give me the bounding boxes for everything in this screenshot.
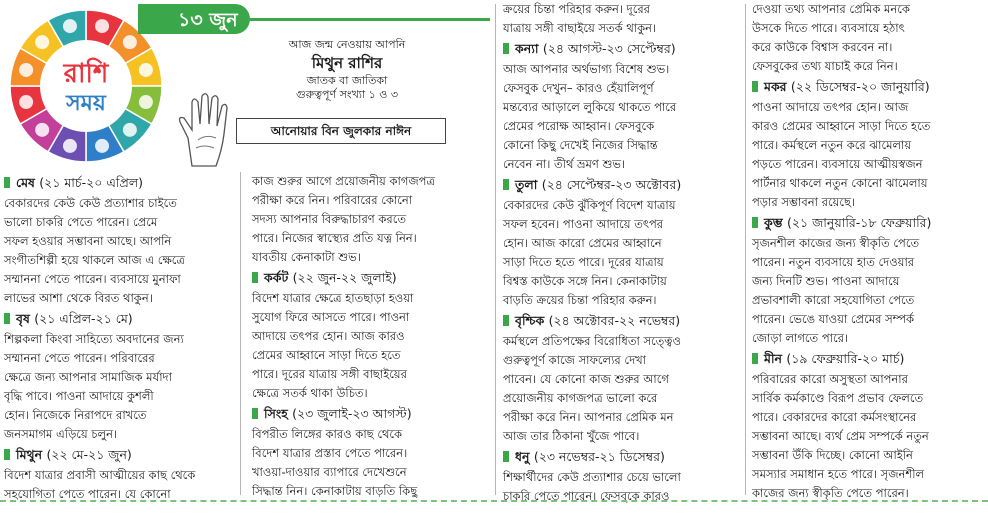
body-line: পড়তে পারেন। ব্যবসায়ে আত্মীয়স্বজন <box>752 157 923 171</box>
body-line: পারে। দূরের যাত্রায় সঙ্গী বাছাইয়ের <box>252 367 407 381</box>
author-name: আনোয়ার বিন জুলকার নাঈন <box>236 118 446 144</box>
body-line: প্রেমের আহ্বানে সাড়া দিতে হতে <box>252 348 401 362</box>
sign-date-range: (২১ মার্চ-২০ এপ্রিল) <box>39 175 144 190</box>
zodiac-symbol-icon <box>35 35 49 49</box>
body-line: সফল হবেন। পাওনা আদায়ে তৎপর <box>503 217 664 231</box>
bullet-square-icon <box>503 43 509 54</box>
sign-heading <box>503 310 743 332</box>
sign-heading <box>752 348 984 370</box>
body-line: পরীক্ষা করে নিন। আপনার প্রেমিক মন <box>503 410 674 424</box>
zodiac-symbol-icon <box>139 63 153 77</box>
body-line: সম্ভাবনা আছে। ব্যর্থ প্রেম সম্পর্কে নতুন <box>752 429 929 443</box>
sign-date-range: (২২ জুন-২২ জুলাই) <box>292 270 397 285</box>
intro-line: আজ জন্ম নেওয়ায় আপনি <box>288 38 406 51</box>
intro-sign: মিথুন রাশির <box>311 54 383 72</box>
sign-name: বৃষ <box>16 311 30 326</box>
column-divider <box>745 4 746 495</box>
sign-heading <box>752 76 984 98</box>
body-line: পাওনা আদায়ে তৎপর হোন। আজ <box>752 100 909 114</box>
sign-heading <box>752 212 984 234</box>
body-line: কারও প্রেমের আহ্বানে সাড়া দিতে হতে <box>752 119 931 133</box>
sign-name: মীন <box>764 351 782 366</box>
body-line: শিল্পকলা কিংবা সাহিত্যে অবদানের জন্য <box>4 332 184 346</box>
bullet-square-icon <box>252 408 258 419</box>
horoscope-column-4 <box>752 0 984 503</box>
sign-date-range: (২৪ আগস্ট-২৩ সেপ্টেম্বর) <box>542 41 676 56</box>
body-line: কোনো কিছু দেখেই নিজের সিদ্ধান্ত <box>503 138 658 152</box>
body-line: হোন। আজ কারো প্রেমের আহ্বানে <box>503 236 662 250</box>
sign-name: কর্কট <box>264 270 289 285</box>
body-line: নেবেন না। তীর্থ ভ্রমণ শুভ। <box>503 157 626 171</box>
bullet-square-icon <box>752 353 758 364</box>
zodiac-symbol-icon <box>139 95 153 109</box>
sign-date-range: (২৪ অক্টোবর-২২ নভেম্বর) <box>548 313 681 328</box>
body-line: পারেন। ভেঙে যাওয়া প্রেমের সম্পর্ক <box>752 312 915 326</box>
body-line: সংগীতশিল্পী হয়ে থাকলে আজ এ ক্ষেত্রে <box>4 253 185 267</box>
body-line: বেকারদের কেউ কেউ প্রত্যাশার চাইতে <box>4 196 177 210</box>
zodiac-symbol-icon <box>123 123 137 137</box>
sign-name: কুম্ভ <box>764 215 783 230</box>
body-line: ভালো চাকরি পেতে পারেন। প্রেমে <box>4 215 158 229</box>
bullet-square-icon <box>752 81 758 92</box>
sign-heading <box>4 172 236 194</box>
bullet-square-icon <box>503 451 509 462</box>
body-line: সদস্য আপনার বিরুদ্ধাচারণ করতে <box>252 212 407 226</box>
sign-heading <box>4 308 236 330</box>
body-line: প্রেমের পরোক্ষ আহ্বান। ফেসবুকে <box>503 119 655 133</box>
bullet-square-icon <box>252 272 258 283</box>
body-line: আদায়ে তৎপর হোন। আজ কারও <box>252 329 405 343</box>
body-line: যাবতীয় কেনাকাটা শুভ। <box>252 250 361 264</box>
body-line: প্রভাবশালী কারো সহযোগিতা পেতে <box>752 293 915 307</box>
body-line: কাজ শুরুর আগে প্রয়োজনীয় কাগজপত্র <box>252 174 435 188</box>
zodiac-symbol-icon <box>19 95 33 109</box>
body-line: মন্তব্যের আড়ালে লুকিয়ে থাকতে পারে <box>503 100 677 114</box>
body-line: পার্টনার থাকলে নতুন কোনো ঝামেলায় <box>752 176 928 190</box>
sign-date-range: (২১ জানুয়ারি-১৮ ফেব্রুয়ারি) <box>787 215 932 230</box>
body-line: বিদেশ যাত্রার প্রস্তাব পেতে পারেন। <box>252 446 408 460</box>
body-line: পারেন। নতুন ব্যবসায়ে হাত দেওয়ার <box>752 255 915 269</box>
body-line: পরীক্ষা করে নিন। পরিবারের কোনো <box>252 193 413 207</box>
body-line: বিপরীত লিঙ্গের কারও কাছ থেকে <box>252 427 403 441</box>
sign-heading <box>252 403 492 425</box>
column-divider <box>495 4 496 495</box>
body-line: সম্ভাবনা উঁকি দিচ্ছে। কোনো আইনি <box>752 448 913 462</box>
body-line: খাওয়া-দাওয়ার ব্যাপারে দেখেশুনে <box>252 465 407 479</box>
zodiac-symbol-icon <box>95 19 109 33</box>
body-line: সুযোগ ফিরে আসতে পারে। পাওনা <box>252 310 410 324</box>
palm-hand-icon <box>172 88 240 168</box>
body-line: বৃদ্ধি পাবে। পাওনা আদায়ে কুশলী <box>4 389 154 403</box>
date-label: ১৩ জুন <box>178 9 238 31</box>
body-line: জনসমাগম এড়িয়ে চলুন। <box>4 427 118 441</box>
body-line: ক্রয়ের চিন্তা পরিহার করুন। দূরের <box>503 2 650 16</box>
body-line: সম্মাননা পেতে পারেন। পরিবারের <box>4 351 155 365</box>
sign-heading <box>503 174 743 196</box>
body-line: ক্ষেত্রে জন্য আপনার সামাজিক মর্যাদা <box>4 370 172 384</box>
body-line: দেওয়া তথ্য আপনার প্রেমিক মনকে <box>752 2 910 16</box>
header-rule <box>250 18 490 21</box>
zodiac-symbol-icon <box>63 19 77 33</box>
body-line: আজ তার ঠিকানা খুঁজে পাবে। <box>503 429 640 443</box>
logo-text-top: রাশি <box>63 59 109 89</box>
sign-name: বৃশ্চিক <box>515 313 545 328</box>
bullet-square-icon <box>4 449 10 460</box>
body-line: প্রয়োজনীয় কাগজপত্র ভালো করে <box>503 391 658 405</box>
zodiac-symbol-icon <box>123 35 137 49</box>
body-line: হোন। নিজেকে নিরাপদে রাখতে <box>4 408 147 422</box>
body-line: লাভের আশা থেকে বিরত থাকুন। <box>4 291 153 305</box>
bullet-square-icon <box>4 313 10 324</box>
intro-line: গুরুত্বপূর্ণ সংখ্যা ১ ও ৩ <box>295 88 399 101</box>
sign-heading <box>252 267 492 289</box>
body-line: সফল হওয়ার সম্ভাবনা আছে। আপনি <box>4 234 172 248</box>
sign-heading <box>503 446 743 468</box>
body-line: বেকারদের কেউ ঝুঁকিপূর্ণ বিদেশ যাত্রায় <box>503 198 676 212</box>
body-line: পাবেন। যে কোনো কাজ শুরুর আগে <box>503 372 669 386</box>
body-line: জন্য দিনটি শুভ। পাওনা আদায়ে <box>752 274 900 288</box>
footer-divider <box>0 500 988 502</box>
sign-date-range: (২১ এপ্রিল-২১ মে) <box>34 311 133 326</box>
bullet-square-icon <box>503 315 509 326</box>
body-line: সমস্যার সমাধান হতে পারে। সৃজনশীল <box>752 467 925 481</box>
body-line: সিদ্ধান্ত নিন। কেনাকাটায় বাড়তি কিছু <box>252 484 418 498</box>
body-line: সহযোগিতা পেতে পারেন। যে কোনো <box>4 487 171 501</box>
body-line: জোড়া লাগতে পারে। <box>752 331 849 345</box>
body-line: সম্মাননা পেতে পারেন। ব্যবসায়ে মুনাফা <box>4 272 181 286</box>
body-line: শিক্ষার্থীদের কেউ প্রত্যাশার চেয়ে ভালো <box>503 470 681 484</box>
horoscope-column-3 <box>503 0 743 506</box>
sign-name: তুলা <box>515 177 538 192</box>
zodiac-symbol-icon <box>35 123 49 137</box>
sign-date-range: (১৯ ফেব্রুয়ারি-২০ মার্চ) <box>786 351 905 366</box>
body-line: পারে। বেকারদের কারো কর্মসংস্থানের <box>752 410 917 424</box>
bullet-square-icon <box>4 177 10 188</box>
sign-date-range: (২৪ সেপ্টেম্বর-২৩ অক্টোবর) <box>541 177 682 192</box>
body-line: সার্বিক কর্মকাণ্ডে বিরূপ প্রভাব ফেলতে <box>752 391 924 405</box>
sign-date-range: (২২ মে-২১ জুন) <box>46 447 132 462</box>
body-line: বিদেশ যাত্রার ক্ষেত্রে হাতছাড়া হওয়া <box>252 291 414 305</box>
body-line: সৃজনশীল কাজের জন্য স্বীকৃতি পেতে <box>752 236 920 250</box>
body-line: ফেসবুকের তথ্য যাচাই করে নিন। <box>752 59 898 73</box>
body-line: পরিবারের কারো অসুস্থতা আপনার <box>752 372 908 386</box>
body-line: পারে। কর্মস্থলে নতুন করে ঝামেলায় <box>752 138 912 152</box>
body-line: আজ আপনার অর্থভাগ্য বিশেষ শুভ। <box>503 62 670 76</box>
horoscope-column-2 <box>252 172 492 501</box>
body-line: বাড়তি ক্রয়ের চিন্তা পরিহার করুন। <box>503 293 657 307</box>
body-line: কাজের জন্য স্বীকৃতি পেতে পারেন। <box>752 486 909 500</box>
bullet-square-icon <box>503 179 509 190</box>
sign-name: কন্যা <box>515 41 539 56</box>
column-divider <box>240 172 241 495</box>
sign-name: মিথুন <box>16 447 43 462</box>
sign-name: মকর <box>764 79 787 94</box>
body-line: গুরুত্বপূর্ণ কাজে সাফল্যের দেখা <box>503 353 647 367</box>
intro-box <box>252 38 442 102</box>
body-line: ক্ষেত্রে সতর্ক থাকা উচিত। <box>252 386 368 400</box>
sign-date-range: (২৩ জুলাই-২৩ আগস্ট) <box>292 406 412 421</box>
logo-text-bottom: সময় <box>66 91 106 116</box>
sign-name: সিংহ <box>264 406 288 421</box>
zodiac-symbol-icon <box>63 139 77 153</box>
sign-date-range: (২২ ডিসেম্বর-২০ জানুয়ারি) <box>790 79 930 94</box>
horoscope-column-1 <box>4 172 236 504</box>
body-line: কর্মস্থলে প্রতিপক্ষের বিরোধিতা সত্ত্বেও <box>503 334 681 348</box>
sign-heading <box>4 444 236 466</box>
body-line: সাড়া দিতে হতে পারে। দূরের যাত্রায় <box>503 255 664 269</box>
zodiac-symbol-icon <box>95 139 109 153</box>
intro-line: জাতক বা জাতিকা <box>306 74 388 87</box>
bullet-square-icon <box>752 217 758 228</box>
sign-name: মেষ <box>16 175 35 190</box>
sign-date-range: (২৩ নভেম্বর-২১ ডিসেম্বর) <box>533 449 665 464</box>
body-line: ফেসবুক দেখুন– কারও হেঁয়ালিপূর্ণ <box>503 81 654 95</box>
body-line: যাত্রায় সঙ্গী বাছাইয়ে সতর্ক থাকুন। <box>503 21 657 35</box>
body-line: পড়ার সম্ভাবনা রয়েছে। <box>752 195 856 209</box>
body-line: বিদেশ যাত্রার প্রবাসী আত্মীয়ের কাছ থেকে <box>4 468 196 482</box>
body-line: বিশ্বস্ত কাউকে সঙ্গে নিন। কেনাকাটায় <box>503 274 667 288</box>
sign-heading <box>503 38 743 60</box>
sign-name: ধনু <box>515 449 530 464</box>
zodiac-symbol-icon <box>19 63 33 77</box>
body-line: উসকে দিতে পারে। ব্যবসায়ে হঠাৎ <box>752 21 905 35</box>
body-line: করে কাউকে বিশ্বাস করবেন না। <box>752 40 893 54</box>
body-line: পারে। নিজের স্বাস্থ্যের প্রতি যত্ন নিন। <box>252 231 417 245</box>
body-line: চাকরি পেতে পারেন। ফেসবুকে কারও <box>503 489 670 503</box>
